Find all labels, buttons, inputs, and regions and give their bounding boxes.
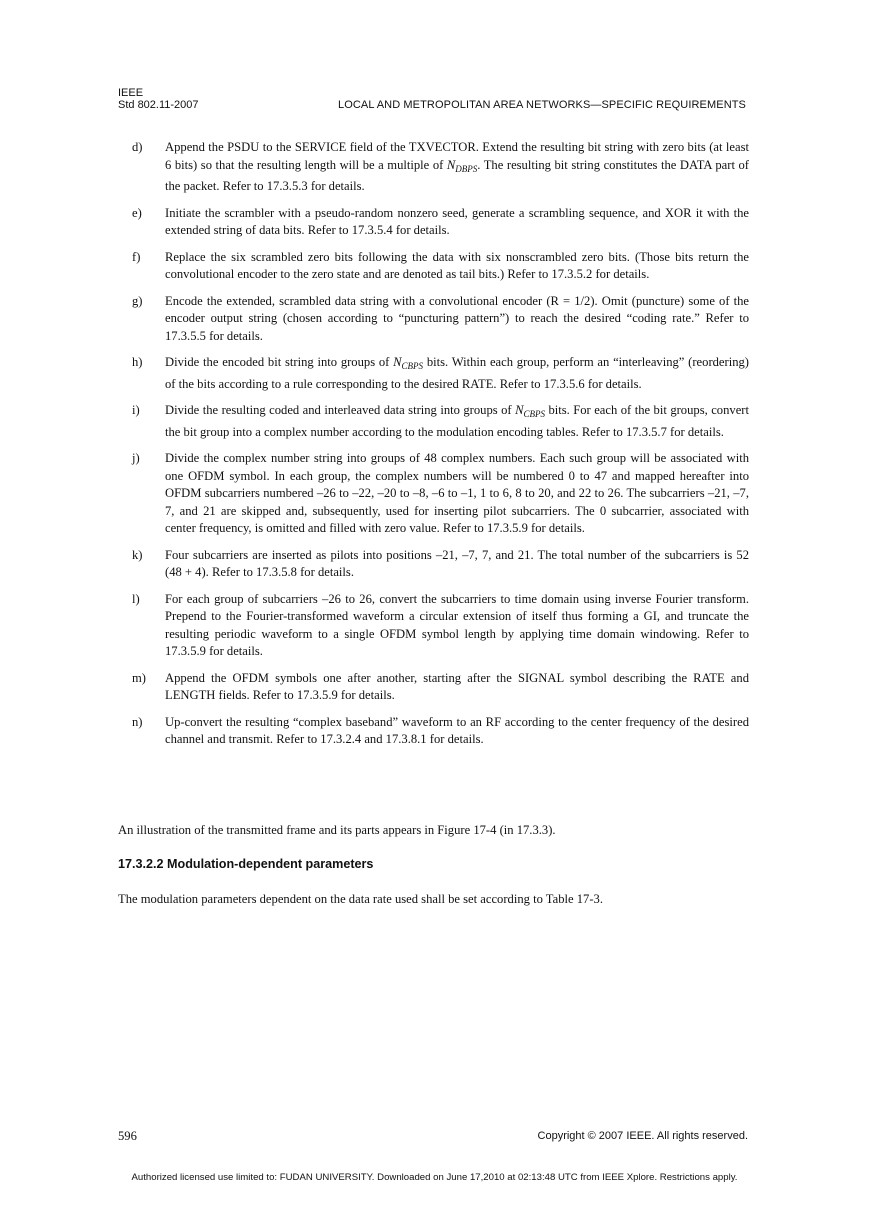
page-number: 596 [118, 1129, 137, 1143]
header-org: IEEE [118, 87, 144, 99]
symbol-n: N [515, 403, 524, 417]
list-item [118, 293, 749, 346]
list-item [118, 205, 749, 240]
header-standard: Std 802.11-2007 [118, 99, 199, 111]
list-marker: h) [132, 355, 143, 369]
symbol-subscript: CBPS [523, 409, 545, 419]
list-item-text: Up-convert the resulting “complex baseband” waveform to an RF according to the center frequency of the desired channel and transmit. Refer to 17.3.2.4 and 17.3.8.1 for details. [165, 714, 749, 746]
list-item [118, 249, 749, 284]
list-marker: d) [132, 140, 143, 154]
list-item [118, 139, 749, 196]
list-marker: f) [132, 249, 141, 264]
list-item-text: For each group of subcarriers –26 to 26, convert the subcarriers to time domain using inverse Fourier transform. Prepend to the Fourier-transformed waveform a circular extension of itself thus forming a GI, and truncate the resulting periodic waveform to a single OFDM symbol length by applying time domain windowing. Refer to 17.3.5.9 for details. [165, 591, 749, 658]
list-item [118, 714, 749, 749]
list-item-text: Divide the encoded bit string into groups of $N_{CBPS}$ bits. Within each group, perform an “interleaving” (reordering) of the bits according to a rule corresponding to the desired RATE. Refer to 17.3.5.6 for details. [165, 355, 750, 391]
list-item-text: Append the PSDU to the SERVICE field of the TXVECTOR. Extend the resulting bit string with zero bits (at least 6 bits) so that the resulting length will be a multiple of $N_{DBPS}$. The resulting bit string constitutes the DATA part of the packet. Refer to 17.3.5.3 for details. [165, 140, 749, 193]
list-item-text: Four subcarriers are inserted as pilots into positions –21, –7, 7, and 21. The total number of the subcarriers is 52 (48 + 4). Refer to 17.3.5.8 for details. [165, 547, 749, 579]
symbol-n: N [446, 157, 456, 172]
list-item [118, 402, 749, 441]
list-marker: l) [132, 591, 140, 606]
copyright-notice: Copyright © 2007 IEEE. All rights reserved. [537, 1130, 748, 1142]
list-marker: e) [132, 205, 142, 220]
symbol-n: N [393, 355, 402, 369]
list-marker: n) [132, 714, 143, 729]
list-marker: k) [132, 547, 143, 562]
procedure-list [118, 139, 749, 758]
list-marker: g) [132, 293, 143, 308]
list-item-text: Divide the resulting coded and interleaved data string into groups of $N_{CBPS}$ bits. For each of the bit groups, convert the bit group into a complex number according to the modulation encoding tables. Refer to 17.3.5.7 for details. [165, 403, 749, 439]
header-title: LOCAL AND METROPOLITAN AREA NETWORKS—SPECIFIC REQUIREMENTS [338, 99, 746, 111]
list-item [118, 547, 749, 582]
list-marker: i) [132, 403, 140, 417]
list-marker: m) [132, 670, 146, 685]
section-paragraph: The modulation parameters dependent on the data rate used shall be set according to Table 17-3. [118, 892, 603, 906]
section-heading: 17.3.2.2 Modulation-dependent parameters [118, 857, 374, 871]
list-item [118, 450, 749, 538]
list-marker: j) [132, 451, 140, 465]
list-item-text: Initiate the scrambler with a pseudo-random nonzero seed, generate a scrambling sequence, and XOR it with the extended string of data bits. Refer to 17.3.5.4 for details. [165, 205, 749, 237]
symbol-subscript: CBPS [401, 361, 424, 371]
license-notice: Authorized licensed use limited to: FUDAN UNIVERSITY. Downloaded on June 17,2010 at 02:13:48 UTC from IEEE Xplore. Restrictions apply. [131, 1172, 738, 1183]
illustration-paragraph: An illustration of the transmitted frame and its parts appears in Figure 17-4 (in 17.3.3). [118, 823, 556, 837]
list-item-text: Encode the extended, scrambled data string with a convolutional encoder (R = 1/2). Omit (puncture) some of the encoder output string (chosen according to “puncturing pattern”) to reach the desired “coding rate.” Refer to 17.3.5.5 for details. [165, 293, 749, 343]
list-item-text: Divide the complex number string into groups of 48 complex numbers. Each such group will be associated with one OFDM symbol. In each group, the complex numbers will be numbered 0 to 47 and mapped hereafter into OFDM subcarriers numbered –26 to –22, –20 to –8, –6 to –1, 1 to 6, 8 to 20, and 22 to 26. The subcarriers –21, –7, 7, and 21 are skipped and, subsequently, used for inserting pilot subcarriers. The 0 subcarrier, associated with center frequency, is omitted and filled with zero value. Refer to 17.3.5.9 for details. [165, 451, 749, 535]
list-item [118, 591, 749, 661]
list-item [118, 354, 749, 393]
list-item [118, 670, 749, 705]
list-item-text: Append the OFDM symbols one after another, starting after the SIGNAL symbol describing the RATE and LENGTH fields. Refer to 17.3.5.9 for details. [165, 670, 749, 702]
symbol-subscript: DBPS [455, 163, 478, 174]
list-item-text: Replace the six scrambled zero bits following the data with six nonscrambled zero bits. (Those bits return the convolutional encoder to the zero state and are denoted as tail bits.) Refer to 17.3.5.2 for details. [165, 249, 749, 281]
